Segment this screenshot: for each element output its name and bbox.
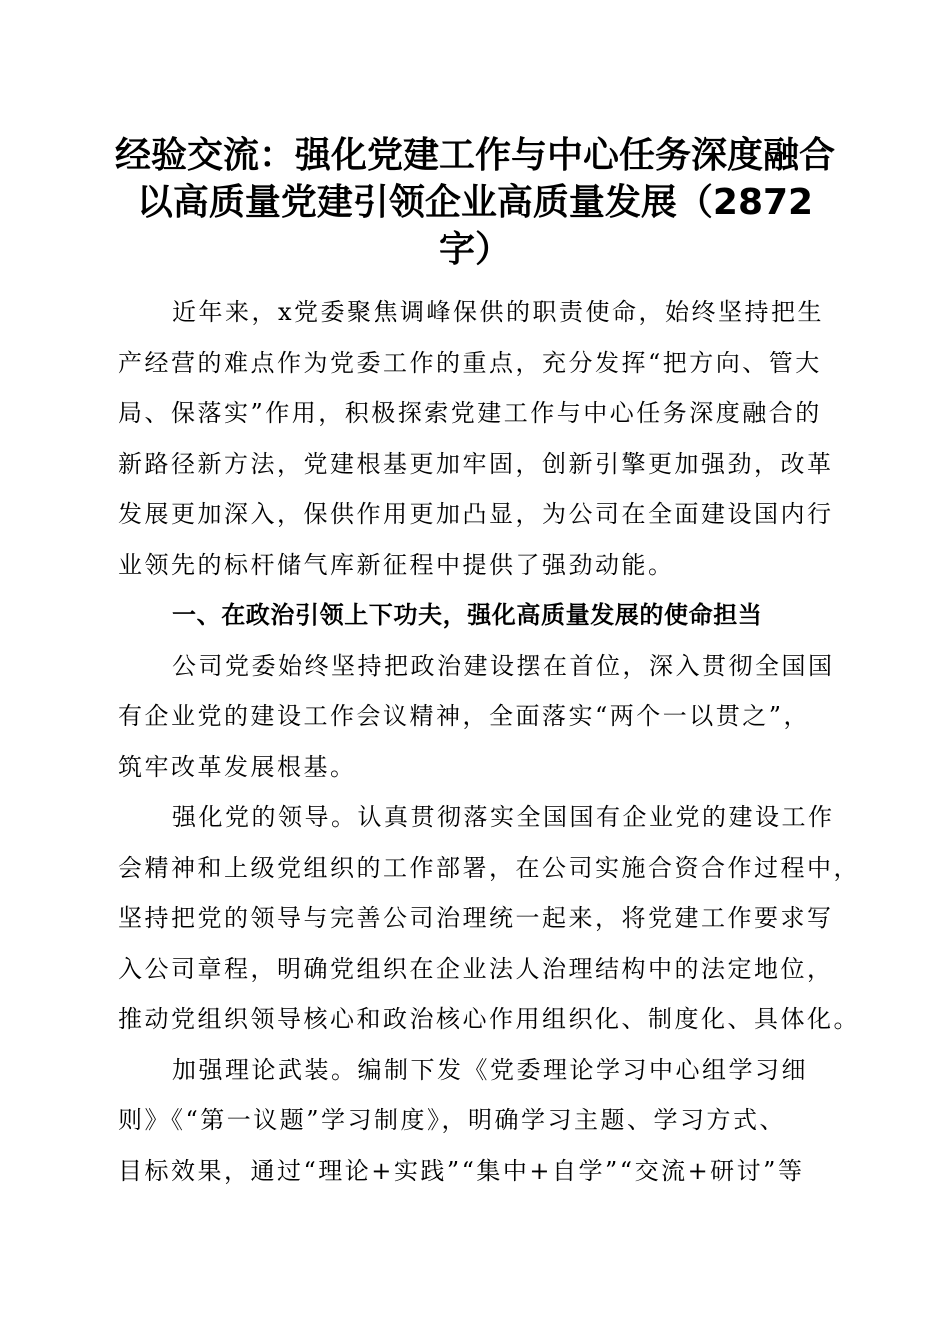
text-line: 公司党委始终坚持把政治建设摆在首位，深入贯彻全国国: [172, 651, 835, 680]
text-line: 入公司章程，明确党组织在企业法人治理结构中的法定地位，: [118, 954, 834, 983]
intro-paragraph: [118, 287, 834, 590]
body-paragraph: [118, 1045, 834, 1197]
document-body: [118, 287, 860, 1196]
text-line: 发展更加深入，保供作用更加凸显，为公司在全面建设国内行: [118, 500, 834, 528]
text-line: 推动党组织领导核心和政治核心作用组织化、制度化、具体化。: [118, 1005, 860, 1033]
text-line: 有企业党的建设工作会议精神，全面落实“两个一以贯之”，: [118, 702, 811, 730]
document-title: [110, 132, 840, 273]
text-line: 业领先的标杆储气库新征程中提供了强劲动能。: [118, 550, 675, 579]
title-line: 经验交流：强化党建工作与中心任务深度融合: [114, 135, 835, 176]
section-heading: 一、在政治引领上下功夫，强化高质量发展的使命担当: [172, 601, 763, 629]
text-line: 局、保落实”作用，积极探索党建工作与中心任务深度融合的: [118, 399, 822, 427]
text-line: 强化党的领导。认真贯彻落实全国国有企业党的建设工作: [172, 803, 835, 831]
text-line: 目标效果，通过“理论+实践”“集中+自学”“交流+研讨”等: [118, 1156, 805, 1185]
body-paragraph: [118, 641, 834, 793]
text-line: 则》《“第一议题”学习制度》，明确学习主题、学习方式、: [118, 1106, 787, 1134]
text-line: 新路径新方法，党建根基更加牢固，创新引擎更加强劲，改革: [118, 449, 834, 478]
body-paragraph: [118, 792, 860, 1045]
text-line: 加强理论武装。编制下发《党委理论学习中心组学习细: [172, 1055, 808, 1084]
title-line: 字）: [438, 229, 511, 270]
text-line: 会精神和上级党组织的工作部署，在公司实施合资合作过程中，: [118, 853, 860, 882]
text-line: 近年来，x党委聚焦调峰保供的职责使命，始终坚持把生: [172, 298, 825, 326]
text-line: 筑牢改革发展根基。: [118, 752, 357, 781]
title-line: 以高质量党建引领企业高质量发展（2872: [136, 182, 814, 223]
text-line: 坚持把党的领导与完善公司治理统一起来，将党建工作要求写: [118, 904, 834, 932]
text-line: 产经营的难点作为党委工作的重点，充分发挥“把方向、管大: [118, 348, 822, 377]
